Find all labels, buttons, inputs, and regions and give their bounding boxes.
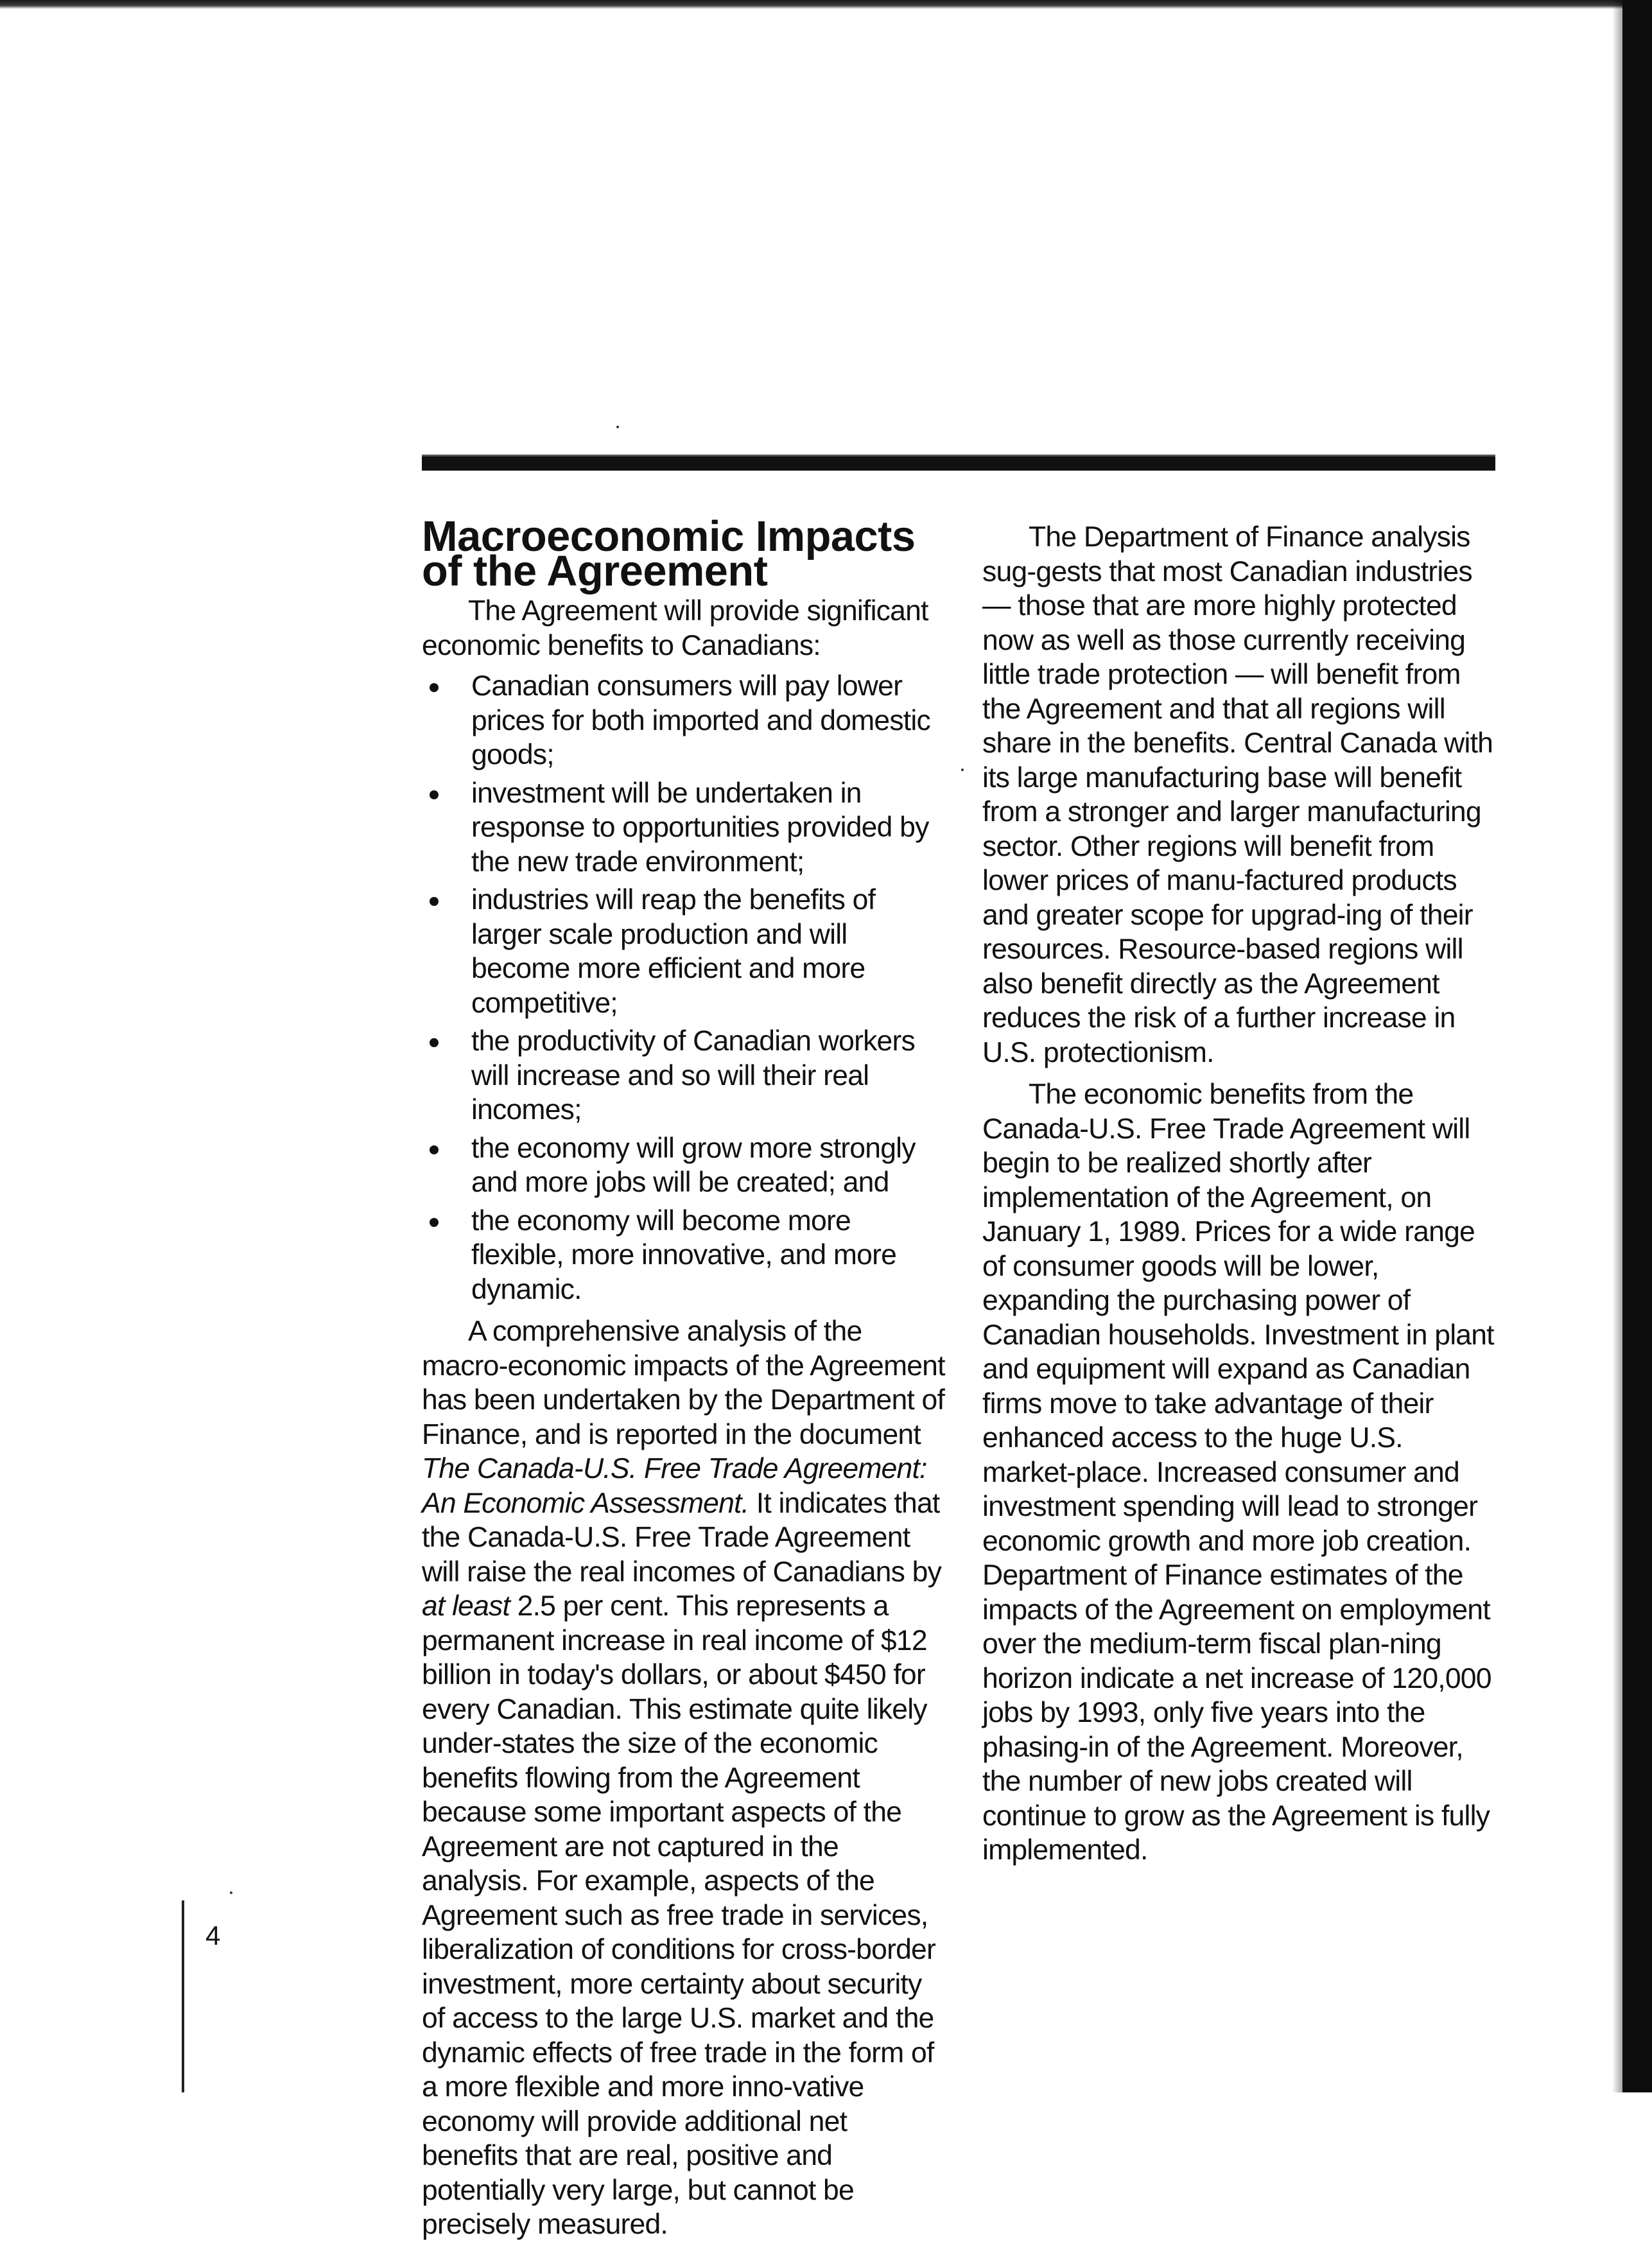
analysis-text-end: 2.5 per cent. This represents a permanent increase in real income of $12 billion in today's dollars, or about $450 for every Canadian. This estimate quite likely under-states the size of the economic benefits flowing from the Agreement because some important aspects of the Agreement are not captured in the analysis. For example, aspects of the Agreement such as free trade in services, liberalization of conditions for cross-border investment, more certainty about security of access to the large U.S. market and the dynamic effects of free trade in the form of a more flexible and more inno-vative economy will provide additional net benefits that are real, positive and potentially very large, but cannot be precisely measured. [422, 1590, 936, 2240]
list-item [422, 669, 948, 772]
list-item-text: Canadian consumers will pay lower prices for both imported and domestic goods; [471, 670, 930, 770]
bullet-icon [430, 897, 439, 906]
benefits-list [422, 669, 948, 1307]
scan-speck [230, 1891, 232, 1894]
list-item [422, 1204, 948, 1307]
analysis-text-start: A comprehensive analysis of the macro-economic impacts of the Agreement has been undertaken by the Department of Finance, and is reported in the document [422, 1316, 945, 1450]
scan-speck [961, 769, 964, 771]
list-item-text: industries will reap the benefits of larger scale production and will become more efficient and more competitive; [471, 884, 876, 1019]
bullet-icon [430, 1145, 439, 1154]
list-item-text: the economy will become more flexible, more innovative, and more dynamic. [471, 1204, 897, 1305]
bullet-icon [430, 1218, 439, 1227]
list-item [422, 776, 948, 880]
scan-right-edge [1622, 0, 1652, 2092]
bullet-icon [430, 683, 439, 692]
document-title: The Canada-U.S. Free Trade Agreement: An Economic Assessment. [422, 1453, 927, 1519]
scan-top-edge [0, 0, 1652, 9]
bullet-icon [430, 790, 439, 799]
analysis-paragraph [422, 1314, 948, 2242]
list-item [422, 883, 948, 1020]
page-number: 4 [205, 1920, 221, 1951]
industries-paragraph: The Department of Finance analysis sug-gests that most Canadian industries — those that are more highly protected now as well as those currently receiving little trade protection — will benefit from the Agreement and that all regions will share in the benefits. Central Canada with its large manufacturing base will benefit from a stronger and larger manufacturing sector. Other regions will benefit from lower prices of manu-factured products and greater scope for upgrad-ing of their resources. Resource-based regions will also benefit directly as the Agreement reduces the risk of a further increase in U.S. protectionism. [982, 521, 1493, 1068]
list-item [422, 1131, 948, 1200]
section-heading: Macroeconomic Impacts of the Agreement [422, 513, 916, 595]
emphasis-text: at least [422, 1590, 510, 1622]
benefits-timing-paragraph: The economic benefits from the Canada-U.S. Free Trade Agreement will begin to be realized shortly after implementation of the Agreement, on January 1, 1989. Prices for a wide range of consumer goods will be lower, expanding the purchasing power of Canadian households. Investment in plant and equipment will expand as Canadian firms move to take advantage of their enhanced access to the huge U.S. market-place. Increased consumer and investment spending will lead to stronger economic growth and more job creation. Department of Finance estimates of the impacts of the Agreement on employment over the medium-term fiscal plan-ning horizon indicate a net increase of 120,000 jobs by 1993, only five years into the phasing-in of the Agreement. Moreover, the number of new jobs created will continue to grow as the Agreement is fully implemented. [982, 1079, 1494, 1866]
bullet-icon [430, 1038, 439, 1047]
list-item [422, 1024, 948, 1127]
margin-line [182, 1900, 184, 2092]
list-item-text: the economy will grow more strongly and more jobs will be created; and [471, 1132, 916, 1198]
right-column [982, 520, 1496, 1868]
analysis-text-middle: It indicates that the Canada-U.S. Free Trade Agreement will raise the real incomes of Canadians by [422, 1487, 942, 1588]
header-rule [422, 455, 1495, 471]
list-item-text: investment will be undertaken in response to opportunities provided by the new trade environment; [471, 777, 929, 878]
intro-paragraph: The Agreement will provide significant economic benefits to Canadians: [422, 595, 928, 661]
left-column [422, 513, 948, 2242]
scan-speck [616, 426, 619, 428]
list-item-text: the productivity of Canadian workers will increase and so will their real incomes; [471, 1025, 915, 1125]
